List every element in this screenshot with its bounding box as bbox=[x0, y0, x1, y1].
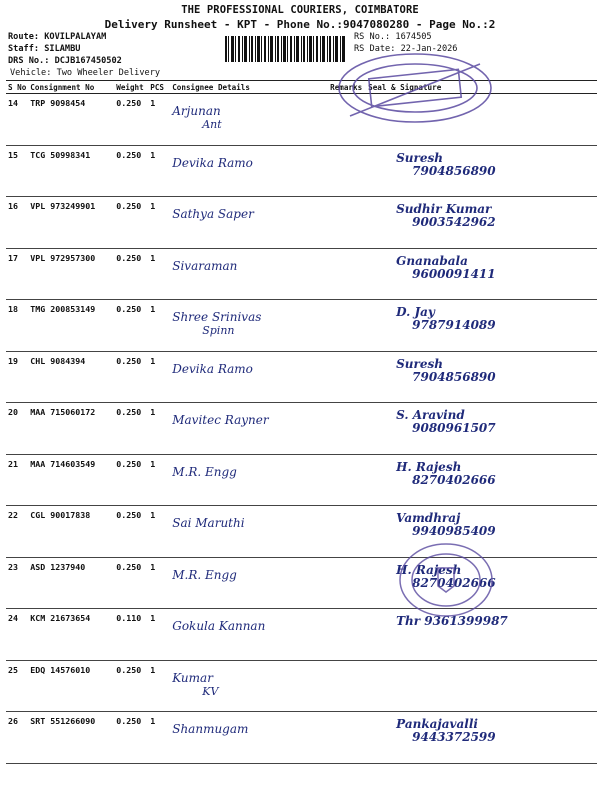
cell-remarks bbox=[328, 145, 366, 197]
consignee-sub-handwritten: KV bbox=[202, 684, 219, 698]
cell-consignment: ASD 1237940 bbox=[28, 557, 114, 609]
cell-remarks bbox=[328, 557, 366, 609]
cell-pcs: 1 bbox=[148, 506, 170, 558]
col-weight: Weight bbox=[114, 81, 148, 94]
runsheet-table bbox=[6, 80, 597, 764]
cell-sno: 25 bbox=[6, 660, 28, 712]
cell-weight: 0.250 bbox=[114, 300, 148, 352]
cell-consignment: KCM 21673654 bbox=[28, 609, 114, 661]
consignee-handwritten: Devika Ramo bbox=[172, 361, 253, 376]
cell-consignee bbox=[170, 145, 328, 197]
col-consignee: Consignee Details bbox=[170, 81, 328, 94]
table-header-row bbox=[6, 81, 597, 94]
signature-name: D. Jay bbox=[396, 305, 435, 319]
cell-consignment: MAA 714603549 bbox=[28, 454, 114, 506]
col-seal: Seal & Signature bbox=[366, 81, 597, 94]
signature-phone: 7904856890 bbox=[412, 163, 496, 178]
cell-sno: 23 bbox=[6, 557, 28, 609]
col-consignment: Consignment No bbox=[28, 81, 114, 94]
signature-phone: 9080961507 bbox=[412, 421, 496, 435]
cell-consignee bbox=[170, 660, 328, 712]
cell-sno: 20 bbox=[6, 403, 28, 455]
cell-remarks bbox=[328, 454, 366, 506]
vehicle-label: Vehicle: Two Wheeler Delivery bbox=[10, 68, 161, 78]
consignee-handwritten: Shanmugam bbox=[172, 722, 249, 736]
consignee-handwritten: Sivaraman bbox=[172, 258, 238, 273]
cell-sno: 18 bbox=[6, 300, 28, 352]
signature-name: Sudhir Kumar bbox=[396, 202, 492, 216]
signature-phone: 7904856890 bbox=[412, 369, 496, 384]
consignee-handwritten: Kumar bbox=[172, 670, 213, 685]
col-sno: S No bbox=[8, 82, 27, 92]
table-row bbox=[6, 403, 597, 455]
signature-name: S. Aravind bbox=[396, 408, 465, 422]
cell-pcs: 1 bbox=[148, 403, 170, 455]
cell-sno: 15 bbox=[6, 145, 28, 197]
route-label: Route: KOVILPALAYAM bbox=[8, 32, 107, 42]
cell-signature bbox=[366, 712, 597, 764]
cell-weight: 0.250 bbox=[114, 454, 148, 506]
cell-pcs: 1 bbox=[148, 454, 170, 506]
table-row bbox=[6, 609, 597, 661]
signature-name: Suresh bbox=[396, 356, 443, 371]
cell-consignee bbox=[170, 248, 328, 300]
signature-name: Vamdhraj bbox=[396, 511, 461, 525]
table-row bbox=[6, 145, 597, 197]
cell-remarks bbox=[328, 609, 366, 661]
cell-remarks bbox=[328, 300, 366, 352]
signature-phone: 8270402666 bbox=[412, 472, 496, 487]
cell-signature bbox=[366, 454, 597, 506]
cell-weight: 0.250 bbox=[114, 557, 148, 609]
table-row bbox=[6, 300, 597, 352]
cell-remarks bbox=[328, 403, 366, 455]
cell-weight: 0.250 bbox=[114, 145, 148, 197]
cell-weight: 0.250 bbox=[114, 506, 148, 558]
signature-name: H. Rajesh bbox=[396, 562, 462, 577]
cell-pcs: 1 bbox=[148, 248, 170, 300]
cell-signature bbox=[366, 248, 597, 300]
consignee-handwritten: Arjunan bbox=[172, 104, 221, 118]
cell-consignee bbox=[170, 609, 328, 661]
cell-signature bbox=[366, 403, 597, 455]
cell-consignment: CGL 90017838 bbox=[28, 506, 114, 558]
cell-consignee bbox=[170, 454, 328, 506]
cell-pcs: 1 bbox=[148, 300, 170, 352]
consignee-handwritten: M.R. Engg bbox=[172, 464, 237, 479]
cell-consignment: MAA 715060172 bbox=[28, 403, 114, 455]
cell-weight: 0.250 bbox=[114, 248, 148, 300]
cell-sno: 24 bbox=[6, 609, 28, 661]
cell-signature bbox=[366, 351, 597, 403]
signature-phone: 9003542962 bbox=[412, 215, 496, 229]
cell-remarks bbox=[328, 660, 366, 712]
signature-name: Pankajavalli bbox=[396, 717, 478, 731]
cell-consignee bbox=[170, 351, 328, 403]
consignee-handwritten: Devika Ramo bbox=[172, 155, 253, 170]
cell-remarks bbox=[328, 351, 366, 403]
table-row bbox=[6, 94, 597, 146]
rs-date: RS Date: 22-Jan-2026 bbox=[354, 44, 458, 54]
consignee-handwritten: Mavitec Rayner bbox=[172, 413, 269, 427]
cell-pcs: 1 bbox=[148, 660, 170, 712]
cell-weight: 0.250 bbox=[114, 197, 148, 249]
table-row bbox=[6, 660, 597, 712]
signature-name: Gnanabala bbox=[396, 253, 468, 268]
cell-weight: 0.110 bbox=[114, 609, 148, 661]
table-row bbox=[6, 506, 597, 558]
col-pcs: PCS bbox=[148, 81, 170, 94]
consignee-handwritten: Sathya Saper bbox=[172, 207, 254, 221]
cell-sno: 16 bbox=[6, 197, 28, 249]
cell-consignee bbox=[170, 94, 328, 146]
table-row bbox=[6, 197, 597, 249]
school-seal-stamp bbox=[388, 540, 496, 620]
table-row bbox=[6, 351, 597, 403]
cell-sno: 22 bbox=[6, 506, 28, 558]
cell-consignment: TMG 200853149 bbox=[28, 300, 114, 352]
signature-name: Suresh bbox=[396, 150, 443, 165]
cell-signature bbox=[366, 660, 597, 712]
consignee-handwritten: Shree Srinivas bbox=[172, 310, 262, 324]
signature-phone: 9787914089 bbox=[412, 318, 496, 332]
cell-pcs: 1 bbox=[148, 197, 170, 249]
cell-weight: 0.250 bbox=[114, 351, 148, 403]
cell-consignee bbox=[170, 712, 328, 764]
cell-sno: 17 bbox=[6, 248, 28, 300]
cell-remarks bbox=[328, 506, 366, 558]
consignee-handwritten: Sai Maruthi bbox=[172, 516, 245, 530]
cell-signature bbox=[366, 145, 597, 197]
cell-consignee bbox=[170, 403, 328, 455]
signature-phone: 8270402666 bbox=[412, 575, 496, 590]
rs-number: RS No.: 1674505 bbox=[354, 32, 432, 42]
signature-name: H. Rajesh bbox=[396, 459, 462, 474]
runsheet-subtitle: Delivery Runsheet - KPT - Phone No.:9047080280 - Page No.:2 bbox=[104, 18, 496, 31]
cell-remarks bbox=[328, 712, 366, 764]
staff-label: Staff: SILAMBU bbox=[8, 44, 81, 54]
barcode-image bbox=[225, 36, 345, 62]
table-body bbox=[6, 94, 597, 764]
cell-consignee bbox=[170, 557, 328, 609]
cell-consignment: VPL 972957300 bbox=[28, 248, 114, 300]
table-row bbox=[6, 557, 597, 609]
cell-remarks bbox=[328, 248, 366, 300]
col-remarks: Remarks bbox=[328, 81, 366, 94]
cell-sno: 14 bbox=[6, 94, 28, 146]
cell-remarks bbox=[328, 197, 366, 249]
company-seal-stamp bbox=[330, 46, 500, 136]
cell-signature bbox=[366, 197, 597, 249]
cell-weight: 0.250 bbox=[114, 660, 148, 712]
cell-consignment: EDQ 14576010 bbox=[28, 660, 114, 712]
cell-consignment: TCG 50998341 bbox=[28, 145, 114, 197]
cell-consignee bbox=[170, 197, 328, 249]
cell-consignment: TRP 9098454 bbox=[28, 94, 114, 146]
cell-consignment: VPL 973249901 bbox=[28, 197, 114, 249]
signature-phone: 9443372599 bbox=[412, 730, 496, 744]
company-title: THE PROFESSIONAL COURIERS, COIMBATORE bbox=[181, 4, 419, 16]
cell-pcs: 1 bbox=[148, 609, 170, 661]
signature-phone: 9940985409 bbox=[412, 524, 496, 538]
cell-consignment: CHL 9084394 bbox=[28, 351, 114, 403]
cell-consignment: SRT 551266090 bbox=[28, 712, 114, 764]
cell-sno: 26 bbox=[6, 712, 28, 764]
cell-pcs: 1 bbox=[148, 145, 170, 197]
consignee-handwritten: Gokula Kannan bbox=[172, 619, 266, 633]
cell-weight: 0.250 bbox=[114, 403, 148, 455]
table-row bbox=[6, 248, 597, 300]
consignee-handwritten: M.R. Engg bbox=[172, 567, 237, 582]
cell-consignee bbox=[170, 506, 328, 558]
cell-sno: 21 bbox=[6, 454, 28, 506]
drs-label: DRS No.: DCJB167450502 bbox=[8, 56, 122, 66]
cell-pcs: 1 bbox=[148, 712, 170, 764]
cell-sno: 19 bbox=[6, 351, 28, 403]
cell-pcs: 1 bbox=[148, 351, 170, 403]
cell-pcs: 1 bbox=[148, 557, 170, 609]
cell-weight: 0.250 bbox=[114, 94, 148, 146]
table-row bbox=[6, 712, 597, 764]
cell-weight: 0.250 bbox=[114, 712, 148, 764]
cell-signature bbox=[366, 300, 597, 352]
cell-consignee bbox=[170, 300, 328, 352]
consignee-sub-handwritten: Spinn bbox=[202, 324, 235, 337]
cell-pcs: 1 bbox=[148, 94, 170, 146]
table-row bbox=[6, 454, 597, 506]
signature-name: Thr 9361399987 bbox=[396, 614, 508, 628]
consignee-sub-handwritten: Ant bbox=[202, 118, 222, 131]
signature-phone: 9600091411 bbox=[412, 266, 496, 281]
